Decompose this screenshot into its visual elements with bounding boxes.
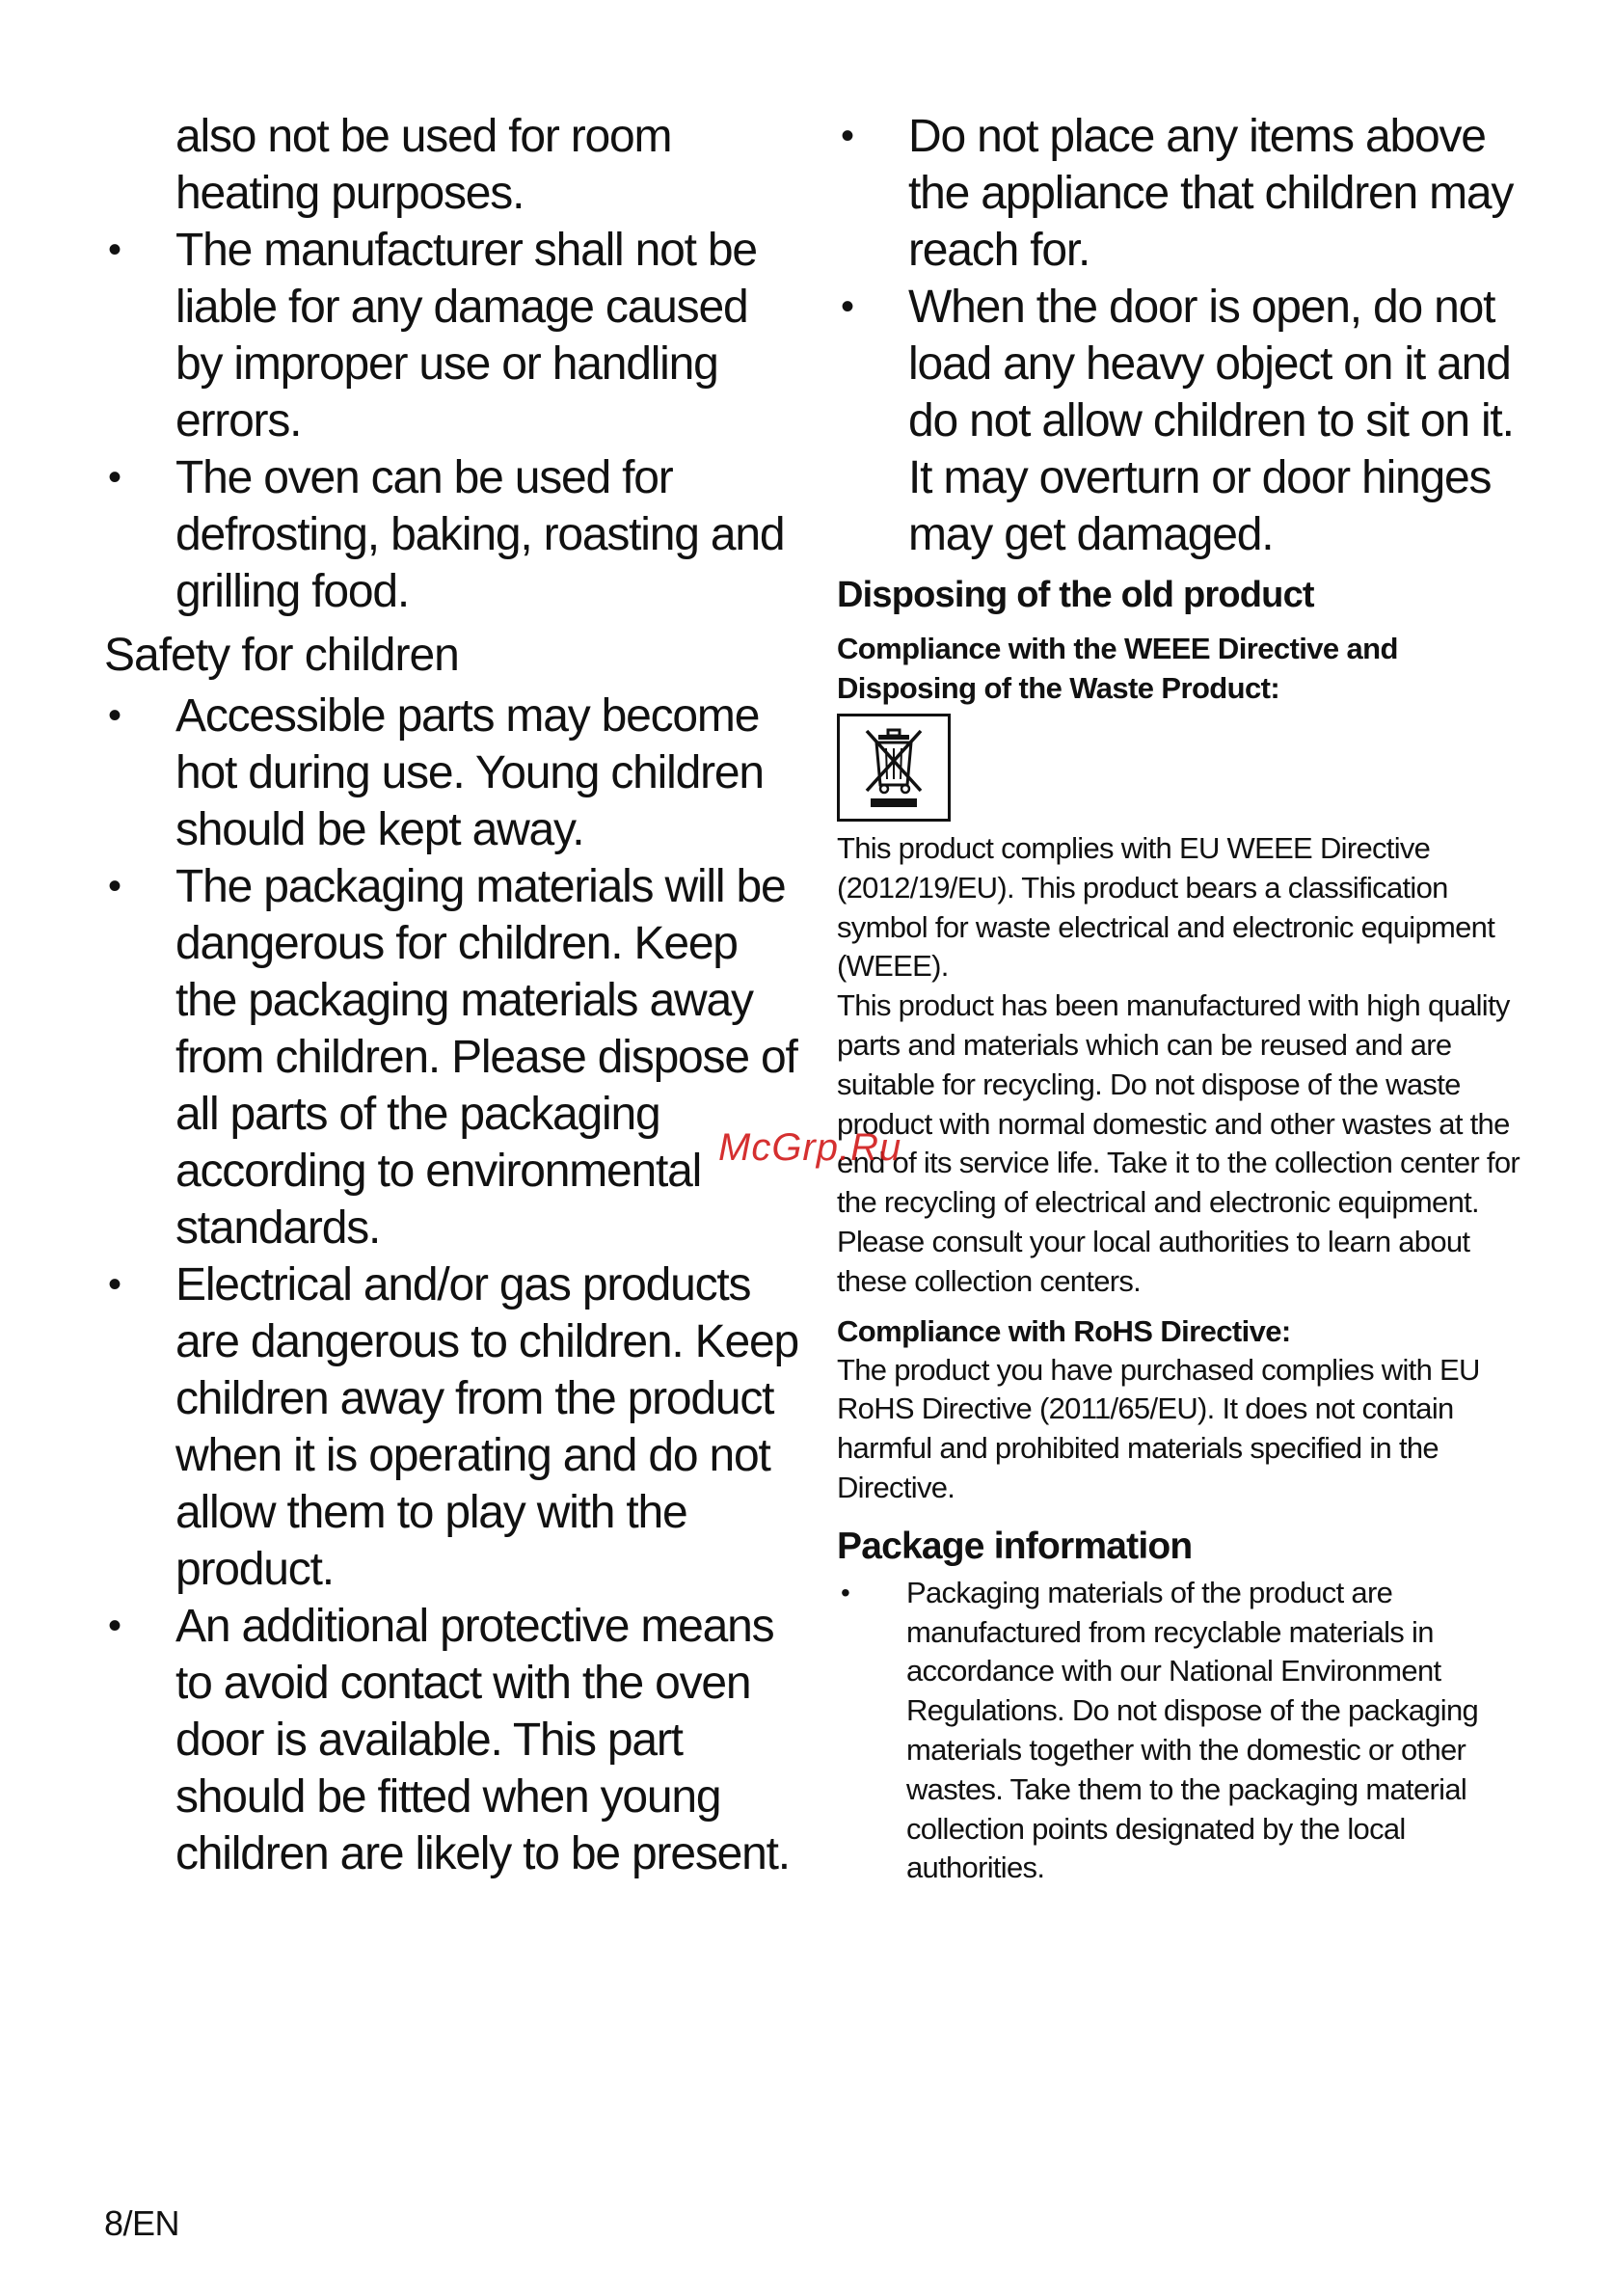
list-item: • An additional protective means to avoid contact with the oven door is available. This part should be fitted when young children are likely to be present. bbox=[104, 1598, 798, 1882]
bullet-icon: • bbox=[841, 115, 853, 157]
safety-heading: Safety for children bbox=[104, 630, 459, 681]
weee-subheading: Compliance with the WEEE Directive and Disposing of the Waste Product: bbox=[837, 632, 1398, 705]
crossed-out-wheelie-bin-icon bbox=[847, 721, 940, 814]
weee-paragraph-1: This product complies with EU WEEE Directive (2012/19/EU). This product bears a classification symbol for waste electrical and electronic equipment (WEEE). bbox=[837, 831, 1495, 984]
list-item: • When the door is open, do not load any heavy object on it and do not allow children to sit on it. It may overturn or door hinges may get damaged. bbox=[837, 279, 1521, 563]
right-column bbox=[837, 108, 1521, 1888]
list-item: • The manufacturer shall not be liable for any damage caused by improper use or handling errors. bbox=[104, 222, 798, 449]
disposing-heading: Disposing of the old product bbox=[837, 575, 1314, 615]
bullet-icon: • bbox=[108, 694, 121, 737]
list-item: • The packaging materials will be dangerous for children. Keep the packaging materials away from children. Please dispose of all parts of the packaging according to environmental standards. bbox=[104, 858, 798, 1256]
right-top-bullet-list bbox=[837, 108, 1521, 563]
weee-symbol-box bbox=[837, 714, 951, 822]
bullet-icon: • bbox=[108, 1263, 121, 1306]
continuation-text: also not be used for room heating purposes. bbox=[175, 111, 672, 219]
watermark: McGrp.Ru bbox=[718, 1126, 902, 1169]
bullet-icon: • bbox=[108, 456, 121, 499]
top-bullet-list bbox=[104, 222, 798, 620]
left-column bbox=[104, 108, 798, 1882]
bullet-icon: • bbox=[108, 865, 121, 907]
rohs-paragraph: The product you have purchased complies with EU RoHS Directive (2011/65/EU). It does not contain harmful and prohibited materials specified in the Directive. bbox=[837, 1352, 1480, 1504]
list-item: • Packaging materials of the product are manufactured from recyclable materials in accordance with our National Environment Regulations. Do not dispose of the packaging materials together with the domestic or other wastes. Take them to the packaging material collection points designated by the local authorities. bbox=[841, 1575, 1479, 1885]
bullet-icon: • bbox=[108, 1605, 121, 1647]
safety-bullet-list bbox=[104, 688, 798, 1882]
bullet-icon: • bbox=[108, 229, 121, 271]
package-bullet-list bbox=[837, 1574, 1521, 1888]
package-heading: Package information bbox=[837, 1525, 1193, 1567]
rohs-subheading: Compliance with RoHS Directive: bbox=[837, 1313, 1291, 1348]
list-item: • Do not place any items above the appliance that children may reach for. bbox=[837, 108, 1521, 279]
bullet-icon: • bbox=[841, 285, 853, 328]
list-item: • Electrical and/or gas products are dangerous to children. Keep children away from the product when it is operating and do not allow them to play with the product. bbox=[104, 1256, 798, 1598]
bullet-icon: • bbox=[841, 1577, 850, 1607]
list-item: • Accessible parts may become hot during use. Young children should be kept away. bbox=[104, 688, 798, 858]
weee-paragraph-2: This product has been manufactured with high quality parts and materials which can be reused and are suitable for recycling. Do not dispose of the waste product with normal domestic and other wastes at the end of its service life. Take it to the collection center for the recycling of electrical and electronic equipment. Please consult your local authorities to learn about these collection centers. bbox=[837, 988, 1520, 1298]
list-item: • The oven can be used for defrosting, baking, roasting and grilling food. bbox=[104, 449, 798, 620]
page-number: 8/EN bbox=[104, 2203, 180, 2243]
